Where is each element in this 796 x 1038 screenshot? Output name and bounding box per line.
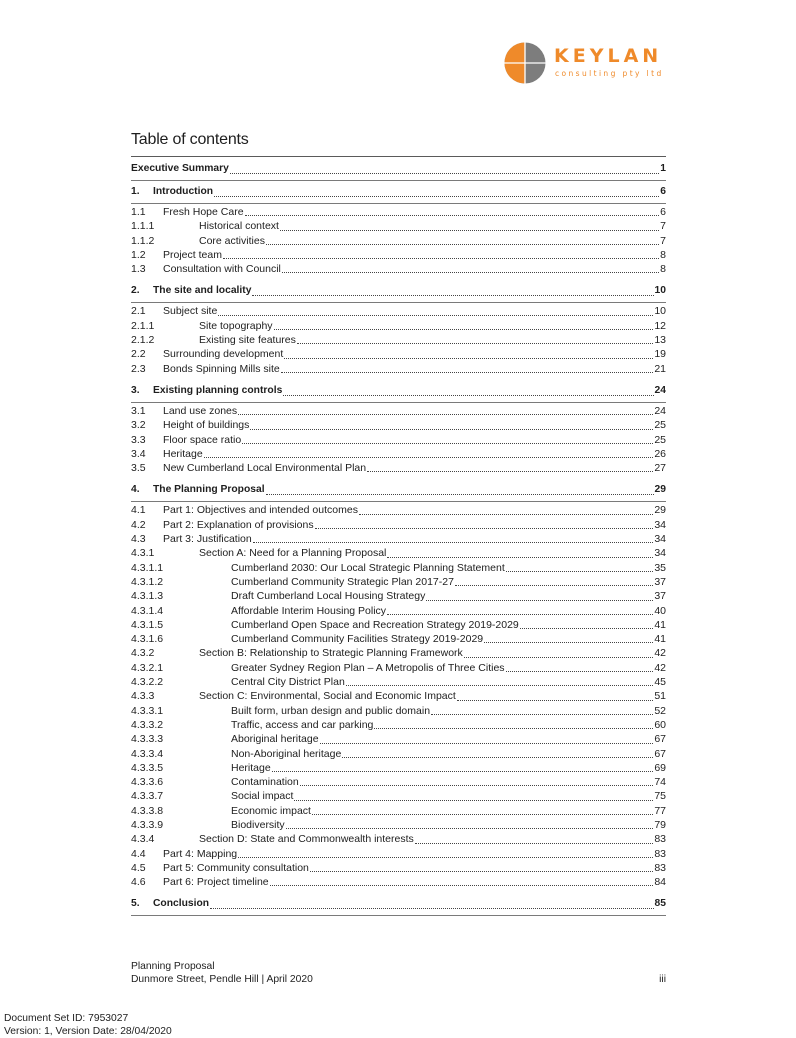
toc-leader-dots bbox=[252, 286, 653, 296]
toc-entry-page: 24 bbox=[655, 382, 666, 399]
toc-entry-title: Existing site features bbox=[199, 333, 296, 347]
toc-leader-dots bbox=[230, 164, 659, 174]
toc-entry[interactable] bbox=[131, 675, 666, 689]
toc-entry-title: Height of buildings bbox=[163, 418, 249, 432]
toc-entry[interactable] bbox=[131, 532, 666, 546]
toc-entry-number: 3.1 bbox=[131, 404, 163, 418]
toc-leader-dots bbox=[342, 748, 653, 758]
toc-entry-title: Part 1: Objectives and intended outcomes bbox=[163, 503, 358, 517]
toc-entry[interactable] bbox=[131, 382, 666, 399]
toc-entry-number: 4.3.2.2 bbox=[131, 675, 231, 689]
toc-entry-title: Cumberland Open Space and Recreation Strategy 2019-2029 bbox=[231, 618, 519, 632]
toc-entry-number: 4.3.3.4 bbox=[131, 747, 231, 761]
toc-leader-dots bbox=[387, 605, 653, 615]
toc-entry-page: 69 bbox=[654, 761, 666, 775]
toc-entry-number: 3.3 bbox=[131, 433, 163, 447]
toc-entry[interactable] bbox=[131, 518, 666, 532]
toc-entry-title: Floor space ratio bbox=[163, 433, 241, 447]
toc-entry-number: 1.2 bbox=[131, 248, 163, 262]
toc-entry-title: Central City District Plan bbox=[231, 675, 345, 689]
toc-leader-dots bbox=[204, 448, 654, 458]
toc-leader-dots bbox=[520, 619, 654, 629]
toc-entry-title: Section C: Environmental, Social and Economic Impact bbox=[199, 689, 456, 703]
toc-entry-number: 4.3.1.2 bbox=[131, 575, 231, 589]
toc-leader-dots bbox=[238, 405, 653, 415]
toc-entry-title: Fresh Hope Care bbox=[163, 205, 244, 219]
toc-entry-page: 8 bbox=[660, 262, 666, 276]
toc-entry-page: 10 bbox=[654, 304, 666, 318]
toc-entry-title: Surrounding development bbox=[163, 347, 283, 361]
toc-leader-dots bbox=[282, 263, 659, 273]
toc-leader-dots bbox=[294, 791, 653, 801]
toc-entry-title: Economic impact bbox=[231, 804, 311, 818]
toc-entry-title: Heritage bbox=[231, 761, 271, 775]
toc-entry[interactable] bbox=[131, 219, 666, 233]
toc-heading-text: Table of contents bbox=[131, 131, 249, 148]
toc-entry[interactable] bbox=[131, 183, 666, 200]
toc-leader-dots bbox=[284, 349, 653, 359]
toc-entry-title: Cumberland Community Strategic Plan 2017-27 bbox=[231, 575, 454, 589]
toc-entry-number: 4.3.4 bbox=[131, 832, 199, 846]
toc-leader-dots bbox=[506, 662, 654, 672]
toc-entry-number: 4.1 bbox=[131, 503, 163, 517]
toc-entry-page: 37 bbox=[654, 589, 666, 603]
toc-leader-dots bbox=[210, 899, 653, 909]
toc-entry-title: Social impact bbox=[231, 789, 293, 803]
toc-entry[interactable] bbox=[131, 775, 666, 789]
toc-leader-dots bbox=[426, 591, 653, 601]
toc-entry[interactable] bbox=[131, 347, 666, 361]
toc-entry-number: 4.3.3.2 bbox=[131, 718, 231, 732]
toc-entry[interactable] bbox=[131, 861, 666, 875]
toc-entry-page: 52 bbox=[654, 704, 666, 718]
toc-leader-dots bbox=[297, 334, 653, 344]
toc-entry[interactable] bbox=[131, 447, 666, 461]
toc-entry-number: 1.1.2 bbox=[131, 234, 199, 248]
footer-document-title: Planning Proposal bbox=[131, 961, 666, 974]
toc-leader-dots bbox=[300, 776, 654, 786]
toc-entry[interactable] bbox=[131, 875, 666, 889]
toc-entry-page: 45 bbox=[654, 675, 666, 689]
toc-entry-number: 4.3 bbox=[131, 532, 163, 546]
toc-entry-title: Heritage bbox=[163, 447, 203, 461]
toc-entry-title: Biodiversity bbox=[231, 818, 285, 832]
toc-entry-title: New Cumberland Local Environmental Plan bbox=[163, 461, 366, 475]
toc-leader-dots bbox=[359, 505, 653, 515]
toc-entry-page: 7 bbox=[660, 219, 666, 233]
page-footer bbox=[131, 961, 666, 986]
toc-leader-dots bbox=[238, 848, 653, 858]
toc-leader-dots bbox=[310, 862, 653, 872]
toc-entry-page: 6 bbox=[660, 205, 666, 219]
toc-entry[interactable] bbox=[131, 262, 666, 276]
toc-entry-number: 4.3.3.6 bbox=[131, 775, 231, 789]
toc-entry-page: 83 bbox=[654, 847, 666, 861]
toc-entry[interactable] bbox=[131, 618, 666, 632]
toc-leader-dots bbox=[280, 221, 659, 231]
toc-entry-page: 67 bbox=[654, 747, 666, 761]
toc-entry-page: 29 bbox=[655, 481, 666, 498]
toc-entry[interactable] bbox=[131, 689, 666, 703]
toc-leader-dots bbox=[274, 320, 654, 330]
toc-leader-dots bbox=[312, 805, 653, 815]
keylan-logo bbox=[504, 42, 694, 84]
toc-entry[interactable] bbox=[131, 404, 666, 418]
toc-leader-dots bbox=[242, 434, 653, 444]
toc-entry-number: 1.3 bbox=[131, 262, 163, 276]
toc-leader-dots bbox=[455, 576, 653, 586]
toc-entry-title: Introduction bbox=[153, 183, 213, 200]
toc-entry[interactable] bbox=[131, 546, 666, 560]
toc-entry-title: Part 6: Project timeline bbox=[163, 875, 269, 889]
toc-leader-dots bbox=[457, 691, 654, 701]
toc-entry-page: 67 bbox=[654, 732, 666, 746]
toc-entry-number: 4.3.1.1 bbox=[131, 561, 231, 575]
toc-leader-dots bbox=[415, 834, 654, 844]
toc-entry[interactable] bbox=[131, 646, 666, 660]
toc-entry-page: 77 bbox=[654, 804, 666, 818]
toc-entry[interactable] bbox=[131, 575, 666, 589]
toc-entry-title: Part 2: Explanation of provisions bbox=[163, 518, 314, 532]
toc-entry-page: 40 bbox=[654, 604, 666, 618]
toc-entry[interactable] bbox=[131, 804, 666, 818]
keylan-logo-mark-icon bbox=[504, 42, 546, 84]
toc-entry-page: 7 bbox=[660, 234, 666, 248]
toc-entry[interactable] bbox=[131, 832, 666, 846]
toc-entry[interactable] bbox=[131, 319, 666, 333]
toc-entry[interactable] bbox=[131, 718, 666, 732]
toc-entry-number: 4.3.2.1 bbox=[131, 661, 231, 675]
toc-entry-title: The Planning Proposal bbox=[153, 481, 265, 498]
toc-entry-page: 29 bbox=[654, 503, 666, 517]
toc-leader-dots bbox=[484, 633, 653, 643]
toc-leader-dots bbox=[346, 676, 654, 686]
toc-leader-dots bbox=[431, 705, 653, 715]
toc-leader-dots bbox=[506, 562, 654, 572]
toc-entry-number: 4.3.3.7 bbox=[131, 789, 231, 803]
toc-leader-dots bbox=[218, 306, 653, 316]
toc-leader-dots bbox=[245, 206, 660, 216]
toc-entry[interactable] bbox=[131, 461, 666, 475]
toc-entry[interactable] bbox=[131, 789, 666, 803]
toc-entry-title: Conclusion bbox=[153, 895, 209, 912]
toc-entry-number: 4.3.1.5 bbox=[131, 618, 231, 632]
toc-entry-title: Part 5: Community consultation bbox=[163, 861, 309, 875]
toc-entry-title: Section A: Need for a Planning Proposal bbox=[199, 546, 386, 560]
toc-entry-page: 12 bbox=[654, 319, 666, 333]
toc-entry-page: 37 bbox=[654, 575, 666, 589]
toc-entry-number: 3. bbox=[131, 382, 153, 399]
toc-entry-title: Cumberland 2030: Our Local Strategic Planning Statement bbox=[231, 561, 505, 575]
toc-leader-dots bbox=[283, 386, 653, 396]
toc-entry-number: 2.3 bbox=[131, 362, 163, 376]
document-set-stamp bbox=[4, 1013, 172, 1038]
toc-entry-page: 60 bbox=[654, 718, 666, 732]
toc-entry[interactable] bbox=[131, 632, 666, 646]
toc-heading bbox=[131, 131, 249, 149]
toc-entry[interactable] bbox=[131, 304, 666, 318]
toc-entry-number: 4.4 bbox=[131, 847, 163, 861]
toc-entry-page: 74 bbox=[654, 775, 666, 789]
toc-entry[interactable] bbox=[131, 362, 666, 376]
toc-entry-page: 13 bbox=[654, 333, 666, 347]
toc-entry-title: Part 4: Mapping bbox=[163, 847, 237, 861]
toc-entry-number: 4.3.3.1 bbox=[131, 704, 231, 718]
toc-leader-dots bbox=[270, 876, 654, 886]
toc-entry-number: 2. bbox=[131, 282, 153, 299]
toc-entry-title: Existing planning controls bbox=[153, 382, 282, 399]
toc-entry-page: 35 bbox=[654, 561, 666, 575]
footer-project-location: Dunmore Street, Pendle Hill | April 2020 bbox=[131, 974, 666, 987]
toc-entry[interactable] bbox=[131, 589, 666, 603]
toc-leader-dots bbox=[272, 762, 654, 772]
toc-entry-title: Bonds Spinning Mills site bbox=[163, 362, 280, 376]
toc-entry-page: 34 bbox=[654, 532, 666, 546]
toc-entry-page: 84 bbox=[654, 875, 666, 889]
toc-entry-number: 4.3.2 bbox=[131, 646, 199, 660]
toc-leader-dots bbox=[266, 485, 654, 495]
toc-entry[interactable] bbox=[131, 895, 666, 912]
toc-entry-title: Consultation with Council bbox=[163, 262, 281, 276]
toc-entry-number: 4. bbox=[131, 481, 153, 498]
toc-entry-number: 4.3.3.5 bbox=[131, 761, 231, 775]
toc-entry-title: Contamination bbox=[231, 775, 299, 789]
toc-entry-number: 4.3.3 bbox=[131, 689, 199, 703]
toc-entry[interactable] bbox=[131, 248, 666, 262]
toc-entry-page: 51 bbox=[654, 689, 666, 703]
toc-entry-number: 2.1.2 bbox=[131, 333, 199, 347]
toc-entry-title: Part 3: Justification bbox=[163, 532, 252, 546]
toc-entry-page: 1 bbox=[660, 160, 666, 177]
toc-entry[interactable] bbox=[131, 481, 666, 498]
toc-entry-page: 41 bbox=[654, 618, 666, 632]
toc-leader-dots bbox=[223, 249, 659, 259]
toc-entry-page: 25 bbox=[654, 433, 666, 447]
toc-entry-page: 83 bbox=[654, 861, 666, 875]
toc-entry-number: 4.3.1 bbox=[131, 546, 199, 560]
toc-entry-page: 34 bbox=[654, 518, 666, 532]
toc-entry-title: Non-Aboriginal heritage bbox=[231, 747, 341, 761]
toc-entry[interactable] bbox=[131, 503, 666, 517]
toc-entry-page: 21 bbox=[654, 362, 666, 376]
toc-entry-title: Cumberland Community Facilities Strategy 2019-2029 bbox=[231, 632, 483, 646]
toc-entry[interactable] bbox=[131, 205, 666, 219]
toc-leader-dots bbox=[253, 533, 654, 543]
toc-entry-page: 25 bbox=[654, 418, 666, 432]
toc-entry-page: 83 bbox=[654, 832, 666, 846]
toc-entry-number: 4.3.1.6 bbox=[131, 632, 231, 646]
toc-leader-dots bbox=[464, 648, 654, 658]
toc-entry-number: 4.3.3.9 bbox=[131, 818, 231, 832]
toc-entry[interactable] bbox=[131, 847, 666, 861]
toc-entry[interactable] bbox=[131, 704, 666, 718]
toc-leader-dots bbox=[281, 363, 654, 373]
toc-entry-number: 1.1.1 bbox=[131, 219, 199, 233]
toc-entry-number: 1.1 bbox=[131, 205, 163, 219]
document-set-id: Document Set ID: 7953027 bbox=[4, 1013, 172, 1026]
toc-entry-page: 26 bbox=[654, 447, 666, 461]
toc-entry-title: Greater Sydney Region Plan – A Metropolis of Three Cities bbox=[231, 661, 505, 675]
document-version: Version: 1, Version Date: 28/04/2020 bbox=[4, 1026, 172, 1038]
toc-entry-number: 2.1 bbox=[131, 304, 163, 318]
toc-entry-title: Section B: Relationship to Strategic Planning Framework bbox=[199, 646, 463, 660]
toc-leader-dots bbox=[387, 548, 653, 558]
toc-entry-title: Land use zones bbox=[163, 404, 237, 418]
toc-leader-dots bbox=[286, 819, 654, 829]
toc-entry[interactable] bbox=[131, 604, 666, 618]
toc-entry-page: 42 bbox=[654, 646, 666, 660]
toc-entry-page: 41 bbox=[654, 632, 666, 646]
toc-entry[interactable] bbox=[131, 433, 666, 447]
toc-entry-number: 4.5 bbox=[131, 861, 163, 875]
toc-entry-number: 1. bbox=[131, 183, 153, 200]
toc-entry-number: 4.3.3.3 bbox=[131, 732, 231, 746]
toc-leader-dots bbox=[320, 734, 654, 744]
toc-entry-title: Affordable Interim Housing Policy bbox=[231, 604, 386, 618]
toc-entry[interactable] bbox=[131, 160, 666, 177]
toc-entry-number: 4.3.1.4 bbox=[131, 604, 231, 618]
toc-leader-dots bbox=[315, 519, 654, 529]
toc-entry-page: 24 bbox=[654, 404, 666, 418]
toc-entry-number: 5. bbox=[131, 895, 153, 912]
toc-entry-title: Draft Cumberland Local Housing Strategy bbox=[231, 589, 425, 603]
toc-entry-title: Built form, urban design and public domain bbox=[231, 704, 430, 718]
footer-page-number: iii bbox=[659, 974, 666, 987]
toc-entry-number: 4.3.3.8 bbox=[131, 804, 231, 818]
toc-entry-page: 79 bbox=[654, 818, 666, 832]
toc-entry-number: 3.5 bbox=[131, 461, 163, 475]
toc-entry-number: 3.4 bbox=[131, 447, 163, 461]
toc-entry-title: Subject site bbox=[163, 304, 217, 318]
toc-entry[interactable] bbox=[131, 761, 666, 775]
toc-entry[interactable] bbox=[131, 234, 666, 248]
toc-entry-number: 2.2 bbox=[131, 347, 163, 361]
toc-leader-dots bbox=[214, 187, 659, 197]
toc-entry-page: 6 bbox=[660, 183, 666, 200]
toc-entry[interactable] bbox=[131, 818, 666, 832]
toc-entry[interactable] bbox=[131, 282, 666, 299]
toc-leader-dots bbox=[367, 462, 653, 472]
toc-entry[interactable] bbox=[131, 747, 666, 761]
toc-entry[interactable] bbox=[131, 732, 666, 746]
toc-entry-number: 2.1.1 bbox=[131, 319, 199, 333]
toc-leader-dots bbox=[266, 235, 659, 245]
toc-entry-title: Traffic, access and car parking bbox=[231, 718, 373, 732]
toc-entry-title: Section D: State and Commonwealth interests bbox=[199, 832, 414, 846]
toc-entry-page: 19 bbox=[654, 347, 666, 361]
toc-entry-page: 85 bbox=[655, 895, 666, 912]
toc-entry-number: 4.3.1.3 bbox=[131, 589, 231, 603]
toc-entry-page: 75 bbox=[654, 789, 666, 803]
logo-wordmark: KEYLAN bbox=[554, 45, 662, 67]
toc-entry[interactable] bbox=[131, 333, 666, 347]
toc-entry[interactable] bbox=[131, 661, 666, 675]
toc-entry-title: Project team bbox=[163, 248, 222, 262]
table-of-contents bbox=[131, 160, 666, 917]
toc-leader-dots bbox=[374, 719, 653, 729]
toc-heading-rule bbox=[131, 156, 666, 157]
toc-entry-title: The site and locality bbox=[153, 282, 251, 299]
toc-entry-title: Site topography bbox=[199, 319, 273, 333]
toc-entry-page: 42 bbox=[654, 661, 666, 675]
toc-entry-title: Historical context bbox=[199, 219, 279, 233]
toc-entry-number: 4.2 bbox=[131, 518, 163, 532]
toc-entry-title: Aboriginal heritage bbox=[231, 732, 319, 746]
toc-entry-title: Core activities bbox=[199, 234, 265, 248]
toc-leader-dots bbox=[250, 420, 653, 430]
toc-entry-number: 4.6 bbox=[131, 875, 163, 889]
toc-entry-page: 8 bbox=[660, 248, 666, 262]
toc-entry-number: 3.2 bbox=[131, 418, 163, 432]
toc-entry-title: Executive Summary bbox=[131, 160, 229, 177]
toc-entry[interactable] bbox=[131, 418, 666, 432]
toc-entry-page: 34 bbox=[654, 546, 666, 560]
logo-tagline: consulting pty ltd bbox=[555, 69, 664, 78]
toc-entry-page: 10 bbox=[655, 282, 666, 299]
toc-entry[interactable] bbox=[131, 561, 666, 575]
toc-entry-page: 27 bbox=[654, 461, 666, 475]
